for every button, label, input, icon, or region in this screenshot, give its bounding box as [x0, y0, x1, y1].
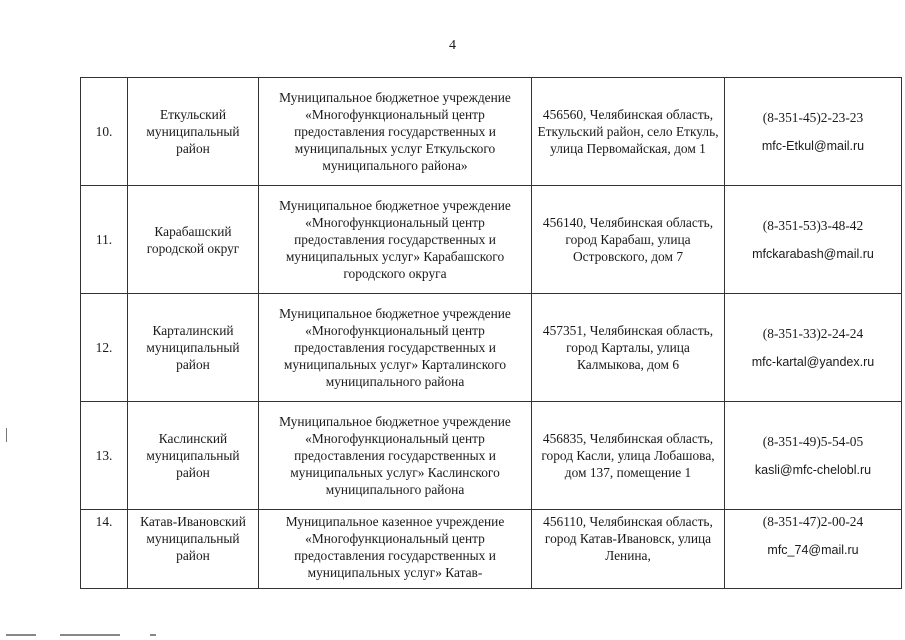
organization-name: Муниципальное бюджетное учреждение «Многофункциональный центр предоставления государственных и муниципальных услуг» Каслинского муниципального района	[259, 402, 532, 510]
table-row	[81, 78, 902, 186]
contacts	[725, 510, 902, 589]
municipality-name: Каслинский муниципальный район	[128, 402, 259, 510]
scan-mark	[60, 634, 120, 636]
row-number: 10.	[81, 78, 128, 186]
contacts	[725, 78, 902, 186]
contacts	[725, 294, 902, 402]
municipality-name: Карабашский городской округ	[128, 186, 259, 294]
address: 456140, Челябинская область, город Карабаш, улица Островского, дом 7	[532, 186, 725, 294]
address: 457351, Челябинская область, город Карталы, улица Калмыкова, дом 6	[532, 294, 725, 402]
municipality-name: Катав-Ивановский муниципальный район	[128, 510, 259, 589]
organization-name: Муниципальное бюджетное учреждение «Многофункциональный центр предоставления государственных и муниципальных услуг Еткульского муниципального района»	[259, 78, 532, 186]
phone: (8-351-49)5-54-05	[762, 433, 864, 449]
phone: (8-351-47)2-00-24	[762, 514, 864, 529]
address: 456110, Челябинская область, город Катав-Ивановск, улица Ленина,	[532, 510, 725, 589]
organization-name: Муниципальное бюджетное учреждение «Многофункциональный центр предоставления государственных и муниципальных услуг» Карталинского муниципального района	[259, 294, 532, 402]
scan-mark	[6, 428, 7, 442]
scan-mark	[6, 634, 36, 636]
address: 456835, Челябинская область, город Касли, улица Лобашова, дом 137, помещение 1	[532, 402, 725, 510]
organization-name: Муниципальное казенное учреждение «Многофункциональный центр предоставления государственных и муниципальных услуг» Катав-	[259, 510, 532, 589]
table-row	[81, 510, 902, 589]
row-number: 12.	[81, 294, 128, 402]
municipality-name: Карталинский муниципальный район	[128, 294, 259, 402]
email: kasli@mfc-chelobl.ru	[754, 462, 872, 477]
phone: (8-351-33)2-24-24	[762, 325, 864, 341]
table-row	[81, 402, 902, 510]
email: mfckarabash@mail.ru	[752, 246, 874, 261]
email: mfc-kartal@yandex.ru	[751, 354, 875, 369]
row-number: 11.	[81, 186, 128, 294]
municipality-name: Еткульский муниципальный район	[128, 78, 259, 186]
phone: (8-351-45)2-23-23	[762, 109, 864, 125]
scan-edge-marks	[0, 628, 905, 640]
mfc-table	[80, 77, 902, 589]
phone: (8-351-53)3-48-42	[762, 217, 864, 233]
page-number: 4	[449, 38, 456, 53]
email: mfc-Etkul@mail.ru	[761, 138, 865, 153]
row-number: 13.	[81, 402, 128, 510]
email: mfc_74@mail.ru	[767, 543, 859, 557]
contacts	[725, 186, 902, 294]
table-row	[81, 186, 902, 294]
organization-name: Муниципальное бюджетное учреждение «Многофункциональный центр предоставления государственных и муниципальных услуг» Карабашского городского округа	[259, 186, 532, 294]
row-number: 14.	[81, 510, 128, 589]
contacts	[725, 402, 902, 510]
scan-mark	[150, 634, 156, 636]
table-row	[81, 294, 902, 402]
address: 456560, Челябинская область, Еткульский район, село Еткуль, улица Первомайская, дом 1	[532, 78, 725, 186]
